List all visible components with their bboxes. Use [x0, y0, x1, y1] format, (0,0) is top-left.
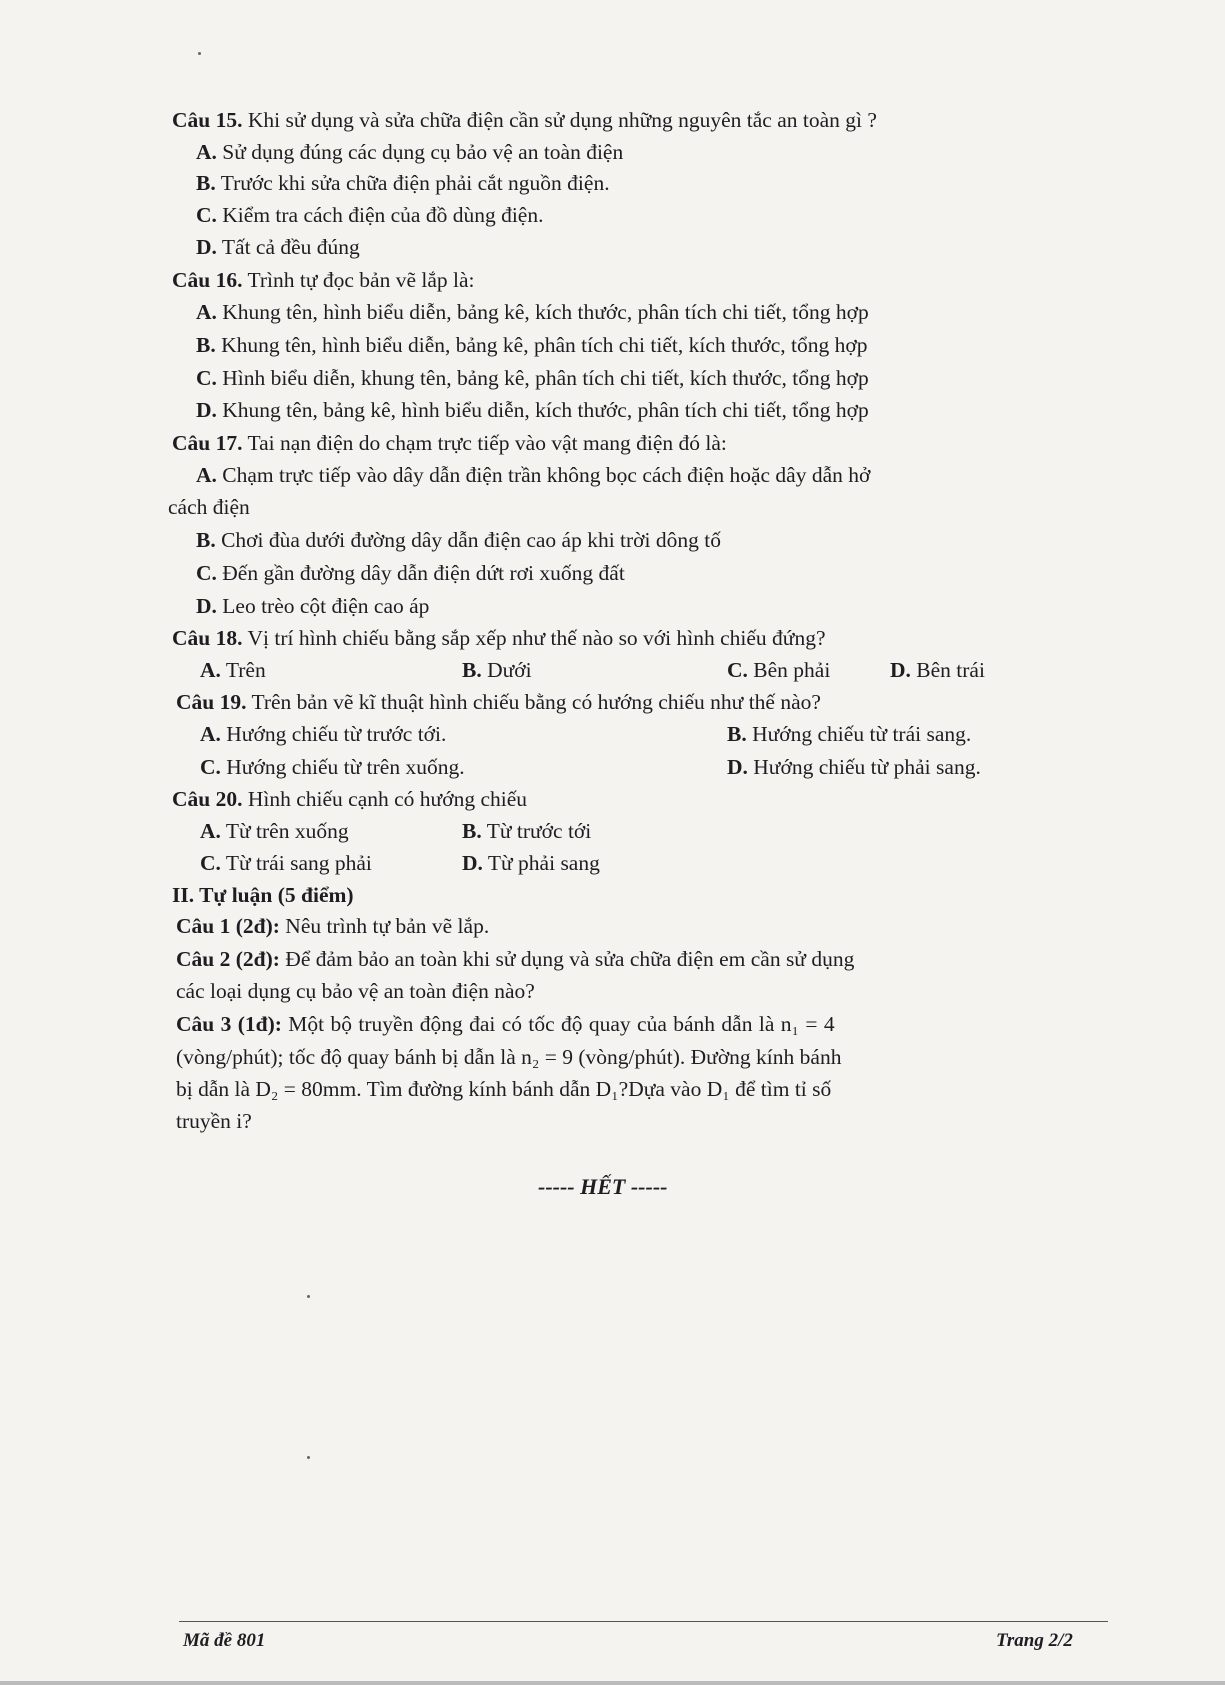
- option: [200, 720, 446, 748]
- option: [196, 592, 429, 620]
- option-text: Bên trái: [910, 658, 985, 682]
- option: [196, 201, 543, 229]
- question-19: [176, 688, 821, 716]
- option-text: Đến gần đường dây dẫn điện dứt rơi xuống đất: [216, 561, 625, 585]
- option-label: D.: [727, 755, 748, 779]
- option-text: Kiểm tra cách điện của đồ dùng điện.: [216, 203, 544, 227]
- footer-rule: [179, 1621, 1108, 1622]
- option-text: Hình biểu diễn, khung tên, bảng kê, phân tích chi tiết, kích thước, tổng hợp: [216, 366, 869, 390]
- essay-text-continuation: các loại dụng cụ bảo vệ an toàn điện nào?: [176, 979, 535, 1003]
- exam-code: Mã đề 801: [183, 1630, 266, 1651]
- end-marker: ----- HẾT -----: [538, 1174, 668, 1199]
- option-label: A.: [200, 819, 221, 843]
- option-label: D.: [196, 594, 217, 618]
- option-text: Tất cả đều đúng: [216, 235, 360, 259]
- option-label: D.: [462, 851, 483, 875]
- option-text: Trên: [220, 658, 266, 682]
- essay-text-continuation: truyền i?: [176, 1109, 252, 1133]
- option-text: Sử dụng đúng các dụng cụ bảo vệ an toàn điện: [216, 140, 624, 164]
- option-label: D.: [196, 398, 217, 422]
- option-text: Leo trèo cột điện cao áp: [216, 594, 430, 618]
- option-label: D.: [890, 658, 911, 682]
- question-16: [172, 266, 475, 294]
- option-label: B.: [196, 171, 216, 195]
- essay-text: Để đảm bảo an toàn khi sử dụng và sửa chữa điện em cần sử dụng: [279, 947, 855, 971]
- scan-speck: [198, 52, 201, 55]
- question-label: Câu 15.: [172, 108, 243, 132]
- option-text: Từ trái sang phải: [220, 851, 372, 875]
- question-label: Câu 19.: [176, 690, 247, 714]
- question-label: Câu 18.: [172, 626, 243, 650]
- question-20: [172, 785, 527, 813]
- option-label: B.: [196, 528, 216, 552]
- option-label: C.: [200, 851, 221, 875]
- essay-question-1: [176, 912, 489, 940]
- option: [196, 364, 869, 392]
- option: [200, 817, 349, 845]
- option: [196, 526, 721, 554]
- option: [196, 396, 869, 424]
- option: [200, 753, 465, 781]
- option: [196, 331, 868, 359]
- question-text: Vị trí hình chiếu bằng sắp xếp như thế nào so với hình chiếu đứng?: [242, 626, 826, 650]
- option-continuation: cách điện: [168, 495, 250, 519]
- option: [462, 656, 532, 684]
- essay-question-3: [176, 1010, 835, 1038]
- option-label: B.: [727, 722, 747, 746]
- question-label: Câu 16.: [172, 268, 243, 292]
- option: [462, 817, 591, 845]
- essay-text-continuation: (vòng/phút); tốc độ quay bánh bị dẫn là n₂ = 9 (vòng/phút). Đường kính bánh: [176, 1045, 842, 1069]
- option-text: Từ trước tới: [481, 819, 592, 843]
- essay-label: Câu 3 (1đ):: [176, 1012, 282, 1036]
- scan-speck: [307, 1295, 310, 1298]
- question-text: Trên bản vẽ kĩ thuật hình chiếu bằng có hướng chiếu như thế nào?: [246, 690, 821, 714]
- option-label: C.: [196, 366, 217, 390]
- option-text: Hướng chiếu từ trên xuống.: [220, 755, 465, 779]
- question-text: Trình tự đọc bản vẽ lắp là:: [242, 268, 475, 292]
- option: [200, 849, 372, 877]
- option: [196, 169, 610, 197]
- option-label: D.: [196, 235, 217, 259]
- question-18: [172, 624, 826, 652]
- option-text: Hướng chiếu từ phải sang.: [747, 755, 981, 779]
- option: [196, 298, 869, 326]
- option-text: Khung tên, hình biểu diễn, bảng kê, phân tích chi tiết, kích thước, tổng hợp: [215, 333, 868, 357]
- option-text: Bên phải: [747, 658, 831, 682]
- option: [890, 656, 985, 684]
- option-label: C.: [196, 203, 217, 227]
- essay-label: Câu 1 (2đ):: [176, 914, 280, 938]
- question-label: Câu 17.: [172, 431, 243, 455]
- option: [727, 656, 830, 684]
- option-label: A.: [196, 463, 217, 487]
- essay-text: Nêu trình tự bản vẽ lắp.: [279, 914, 490, 938]
- option-label: B.: [462, 819, 482, 843]
- option-text: Từ trên xuống: [220, 819, 349, 843]
- scan-speck: [307, 1456, 310, 1459]
- option: [200, 656, 266, 684]
- option-label: B.: [462, 658, 482, 682]
- option-label: C.: [727, 658, 748, 682]
- essay-question-2: [176, 945, 854, 973]
- essay-heading: II. Tự luận (5 điểm): [172, 883, 354, 907]
- essay-label: Câu 2 (2đ):: [176, 947, 280, 971]
- question-17: [172, 429, 727, 457]
- option-label: A.: [200, 722, 221, 746]
- option-text: Hướng chiếu từ trái sang.: [746, 722, 972, 746]
- question-text: Khi sử dụng và sửa chữa điện cần sử dụng những nguyên tắc an toàn gì ?: [242, 108, 877, 132]
- option: [196, 138, 623, 166]
- option-label: B.: [196, 333, 216, 357]
- page-number: Trang 2/2: [996, 1630, 1073, 1651]
- option-label: C.: [196, 561, 217, 585]
- option-text: Chạm trực tiếp vào dây dẫn điện trần không bọc cách điện hoặc dây dẫn hở: [216, 463, 871, 487]
- option-label: A.: [196, 300, 217, 324]
- option-text: Trước khi sửa chữa điện phải cắt nguồn điện.: [215, 171, 610, 195]
- option: [727, 753, 981, 781]
- question-text: Hình chiếu cạnh có hướng chiếu: [242, 787, 528, 811]
- option-text: Chơi đùa dưới đường dây dẫn điện cao áp khi trời dông tố: [215, 528, 721, 552]
- question-label: Câu 20.: [172, 787, 243, 811]
- question-15: [172, 106, 877, 134]
- option-label: A.: [200, 658, 221, 682]
- option-label: A.: [196, 140, 217, 164]
- option-text: Khung tên, bảng kê, hình biểu diễn, kích thước, phân tích chi tiết, tổng hợp: [216, 398, 869, 422]
- option-label: C.: [200, 755, 221, 779]
- essay-text: Một bộ truyền động đai có tốc độ quay của bánh dẫn là n₁ = 4: [281, 1012, 835, 1036]
- option: [462, 849, 600, 877]
- option-text: Từ phải sang: [482, 851, 600, 875]
- option-text: Khung tên, hình biểu diễn, bảng kê, kích thước, phân tích chi tiết, tổng hợp: [216, 300, 869, 324]
- essay-text-continuation: bị dẫn là D₂ = 80mm. Tìm đường kính bánh dẫn D₁?Dựa vào D₁ để tìm tỉ số: [176, 1077, 832, 1101]
- question-text: Tai nạn điện do chạm trực tiếp vào vật mang điện đó là:: [242, 431, 727, 455]
- option-text: Dưới: [481, 658, 532, 682]
- scan-edge: [0, 1681, 1225, 1685]
- option: [727, 720, 971, 748]
- option-text: Hướng chiếu từ trước tới.: [220, 722, 447, 746]
- option: [196, 233, 360, 261]
- option: [196, 461, 870, 489]
- option: [196, 559, 625, 587]
